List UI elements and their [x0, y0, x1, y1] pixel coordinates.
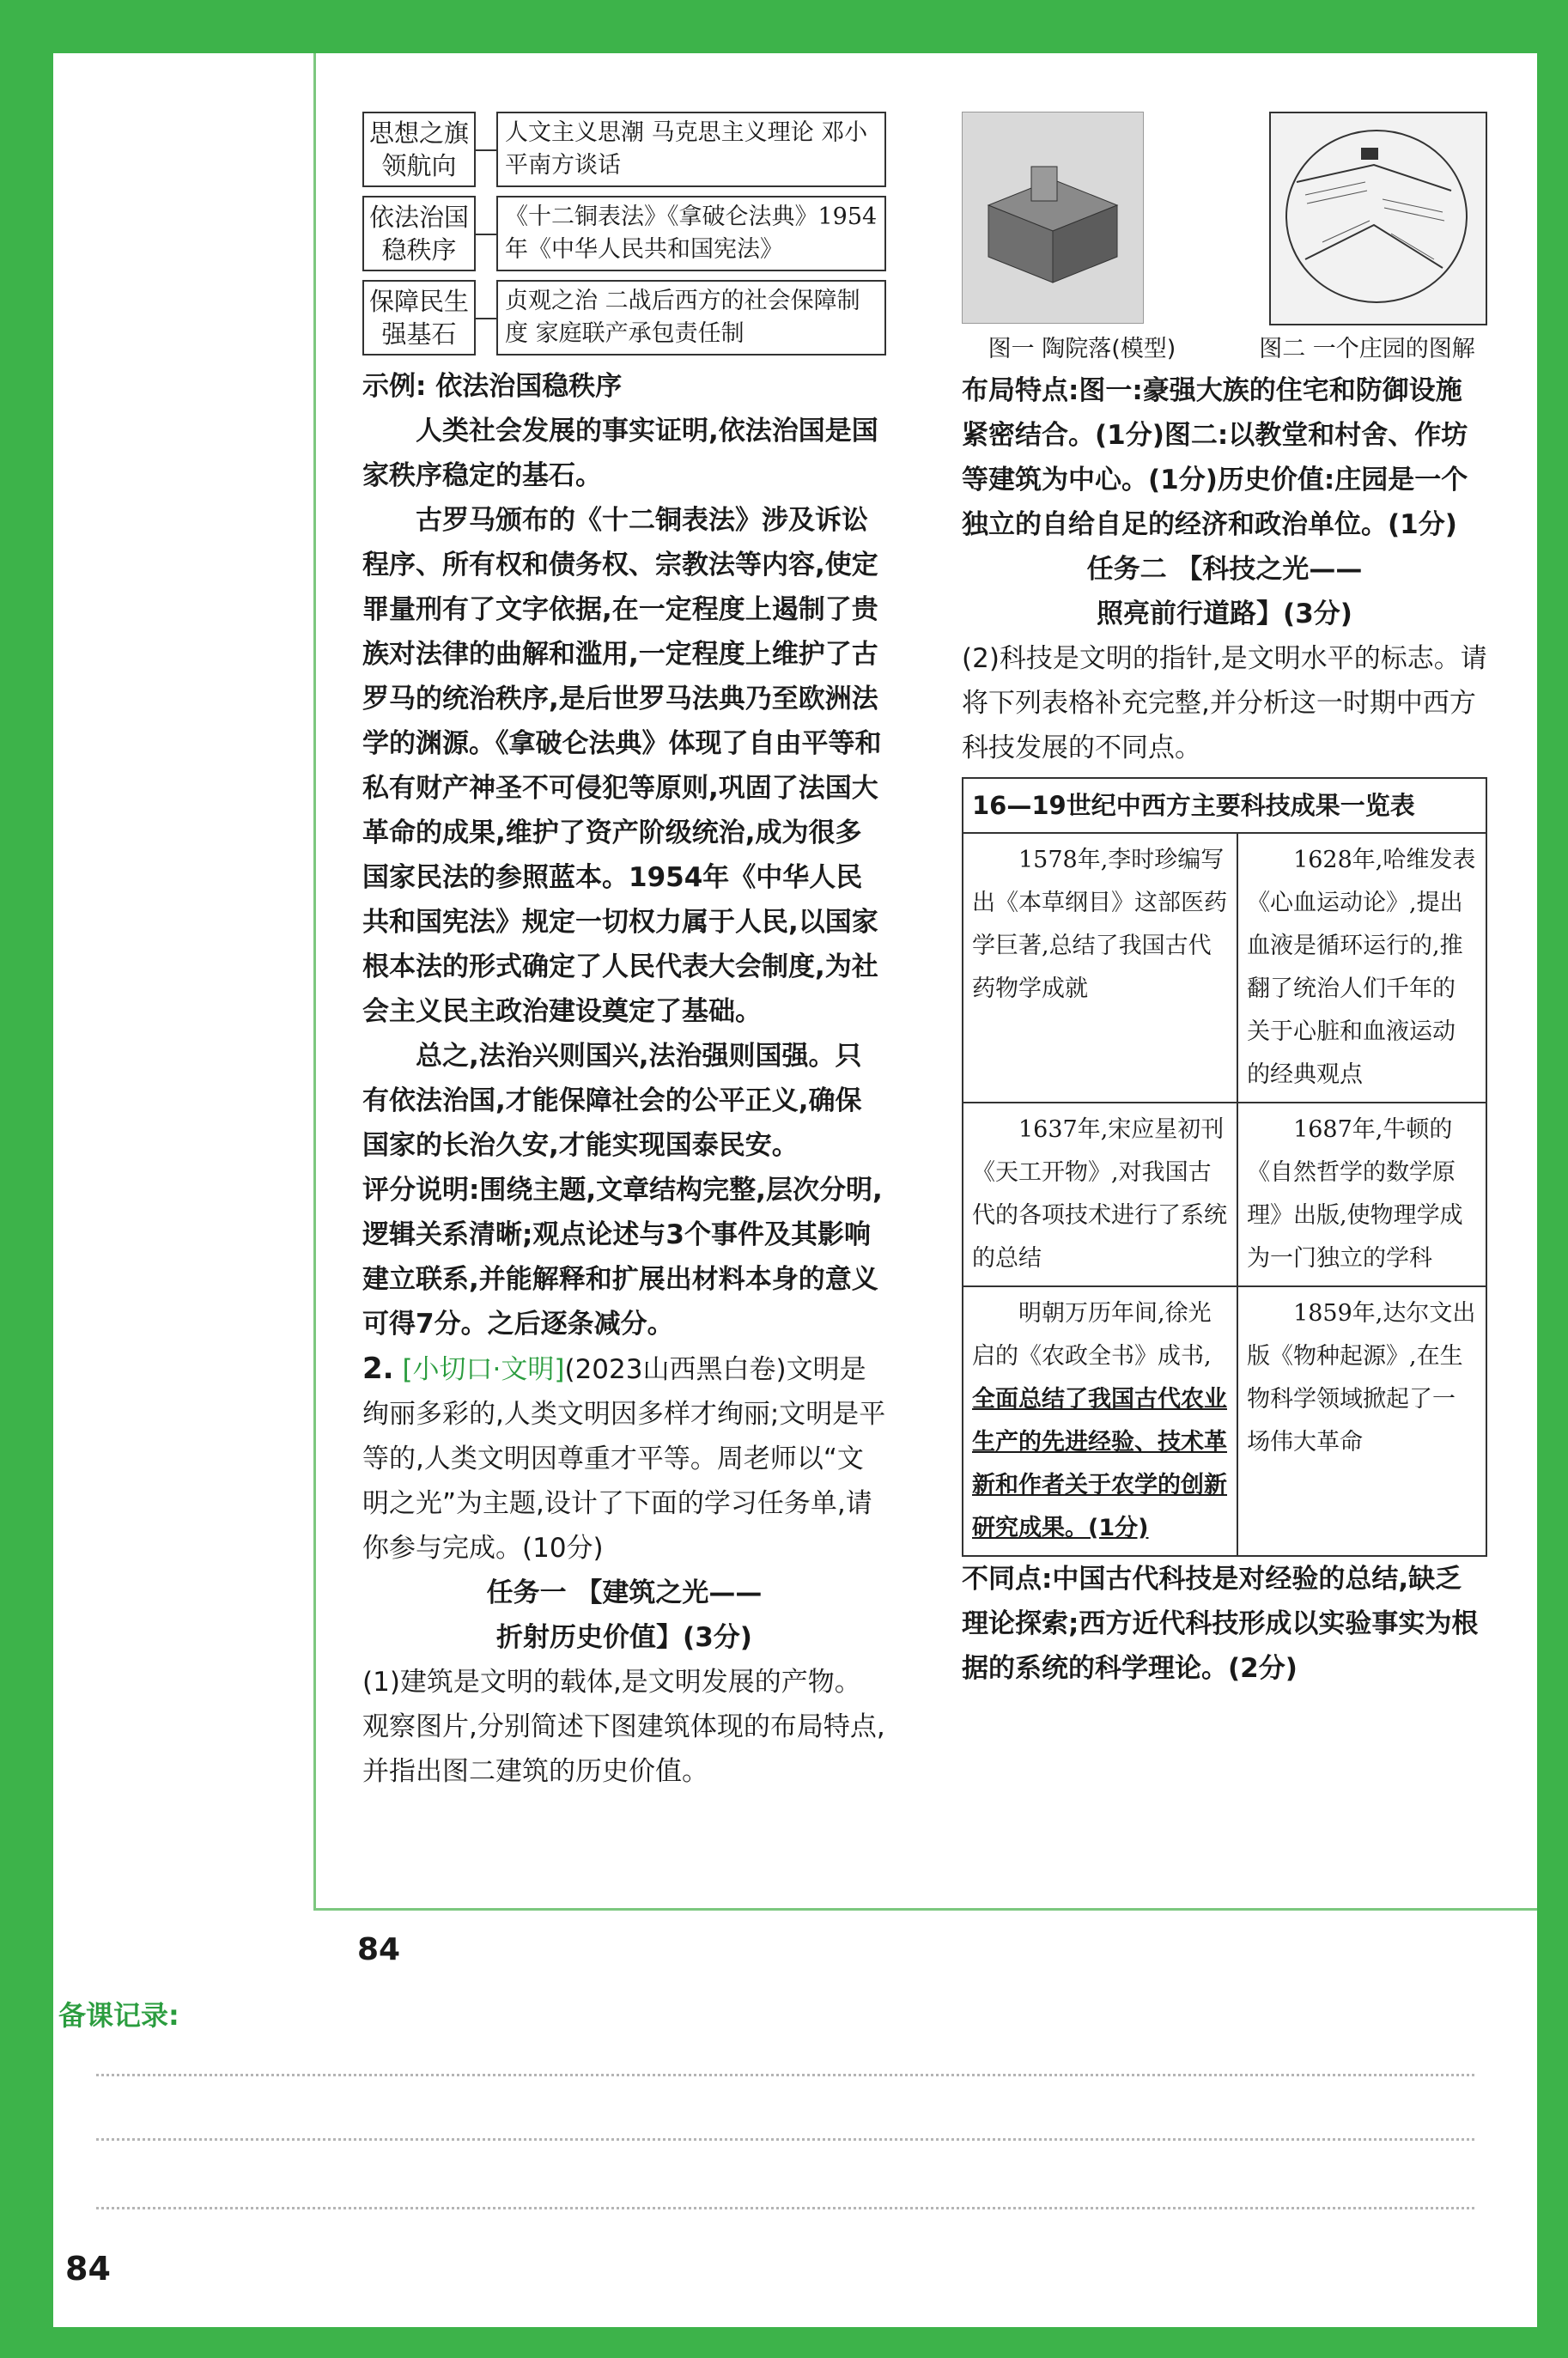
table-row	[963, 833, 1486, 1103]
table-cell: 1578年,李时珍编写出《本草纲目》这部医药学巨著,总结了我国古代药物学成就	[963, 833, 1237, 1103]
scoring-note: 评分说明:围绕主题,文章结构完整,层次分明,逻辑关系清晰;观点论述与3个事件及其影响建立联系,并能解释和扩展出材料本身的意义可得7分。之后逐条减分。	[362, 1175, 883, 1340]
answer-1: 布局特点:图一:豪强大族的住宅和防御设施紧密结合。(1分)图二:以教堂和村舍、作坊等建筑为中心。(1分)历史价值:庄园是一个独立的自给自足的经济和政治单位。(1分)	[962, 375, 1468, 540]
left-column	[362, 112, 886, 1794]
essay-paragraph: 古罗马颁布的《十二铜表法》涉及诉讼程序、所有权和债务权、宗教法等内容,使定罪量刑有了文字依据,在一定程度上遏制了贵族对法律的曲解和滥用,一定程度上维护了古罗马的统治秩序,是后世罗马法典乃至欧洲法学的渊源。《拿破仑法典》体现了自由平等和私有财产神圣不可侵犯等原则,巩固了法国大革命的成果,维护了资产阶级统治,成为很多国家民法的参照蓝本。1954年《中华人民共和国宪法》规定一切权力属于人民,以国家根本法的形式确定了人民代表大会制度,为社会主义民主政治建设奠定了基础。	[362, 505, 882, 1027]
task1-question: (1)建筑是文明的载体,是文明发展的产物。观察图片,分别简述下图建筑体现的布局特点,并指出图二建筑的历史价值。	[362, 1667, 885, 1787]
fig1-caption: 图一 陶院落(模型)	[988, 336, 1176, 362]
task2-question: (2)科技是文明的指针,是文明水平的标志。请将下列表格补充完整,并分析这一时期中西方科技发展的不同点。	[962, 643, 1487, 763]
task2-title: 任务二 【科技之光——	[1086, 554, 1363, 585]
answer-2: 不同点:中国古代科技是对经验的总结,缺乏理论探索;西方近代科技形成以实验事实为根据的系统的科学理论。(2分)	[962, 1564, 1479, 1684]
notes-line[interactable]	[96, 2074, 1474, 2076]
task1-title: 任务一 【建筑之光——	[486, 1577, 763, 1608]
fig2-caption: 图二 一个庄园的图解	[1259, 336, 1475, 362]
notes-line[interactable]	[96, 2138, 1474, 2141]
left-margin-rule	[313, 53, 316, 1908]
table-cell: 明朝万历年间,徐光启的《农政全书》成书,全面总结了我国古代农业生产的先进经验、技术革新和作者关于农学的创新研究成果。(1分)	[963, 1286, 1237, 1556]
task2-subtitle: 照亮前行道路】(3分)	[1097, 599, 1352, 629]
right-green-band	[1537, 53, 1568, 2358]
example-line: 示例: 依法治国稳秩序	[362, 371, 623, 402]
summary-key: 依法治国稳秩序	[362, 196, 476, 271]
notes-line[interactable]	[96, 2207, 1474, 2209]
question-tag: [小切口·文明]	[402, 1354, 565, 1385]
content-bottom-rule	[313, 1908, 1537, 1911]
table-cell: 1687年,牛顿的《自然哲学的数学原理》出版,使物理学成为一门独立的学科	[1237, 1103, 1486, 1286]
table-cell: 1628年,哈维发表《心血运动论》,提出血液是循环运行的,推翻了统治人们千年的关于心脏和血液运动的经典观点	[1237, 833, 1486, 1103]
bottom-green-band	[0, 2327, 1568, 2358]
page-number-bottom: 84	[65, 2250, 111, 2288]
question-2	[362, 1346, 886, 1571]
summary-row	[362, 280, 886, 356]
table-cell: 1859年,达尔文出版《物种起源》,在生物科学领域掀起了一场伟大革命	[1237, 1286, 1486, 1556]
summary-value: 《十二铜表法》《拿破仑法典》1954年《中华人民共和国宪法》	[496, 196, 886, 271]
notes-label: 备课记录:	[58, 1999, 179, 2032]
essay-paragraph: 总之,法治兴则国兴,法治强则国强。只有依法治国,才能保障社会的公平正义,确保国家的长治久安,才能实现国泰民安。	[362, 1041, 862, 1161]
top-green-band	[0, 0, 1568, 53]
left-green-band	[0, 0, 53, 2358]
table-row	[963, 1286, 1486, 1556]
table-title: 16—19世纪中西方主要科技成果一览表	[963, 778, 1486, 833]
page-number: 84	[357, 1932, 401, 1967]
summary-row	[362, 112, 886, 187]
summary-key: 保障民生强基石	[362, 280, 476, 356]
right-column	[962, 112, 1487, 1691]
pottery-courtyard-image	[962, 112, 1144, 324]
summary-value: 贞观之治 二战后西方的社会保障制度 家庭联产承包责任制	[496, 280, 886, 356]
figures	[962, 112, 1487, 325]
essay-paragraph: 人类社会发展的事实证明,依法治国是国家秩序稳定的基石。	[362, 416, 878, 491]
filled-answer: 全面总结了我国古代农业生产的先进经验、技术革新和作者关于农学的创新研究成果。(1分)	[972, 1386, 1227, 1541]
table-row	[963, 1103, 1486, 1286]
task1-subtitle: 折射历史价值】(3分)	[496, 1622, 752, 1653]
table-cell: 1637年,宋应星初刊《天工开物》,对我国古代的各项技术进行了系统的总结	[963, 1103, 1237, 1286]
summary-key: 思想之旗领航向	[362, 112, 476, 187]
question-intro: (2023山西黑白卷)文明是绚丽多彩的,人类文明因多样才绚丽;文明是平等的,人类文明因尊重才平等。周老师以“文明之光”为主题,设计了下面的学习任务单,请你参与完成。(10分)	[362, 1354, 886, 1564]
figure-captions	[962, 331, 1487, 368]
summary-value: 人文主义思潮 马克思主义理论 邓小平南方谈话	[496, 112, 886, 187]
summary-row	[362, 196, 886, 271]
manor-diagram	[1269, 112, 1487, 325]
science-table	[962, 777, 1487, 1557]
question-number: 2.	[362, 1352, 394, 1386]
